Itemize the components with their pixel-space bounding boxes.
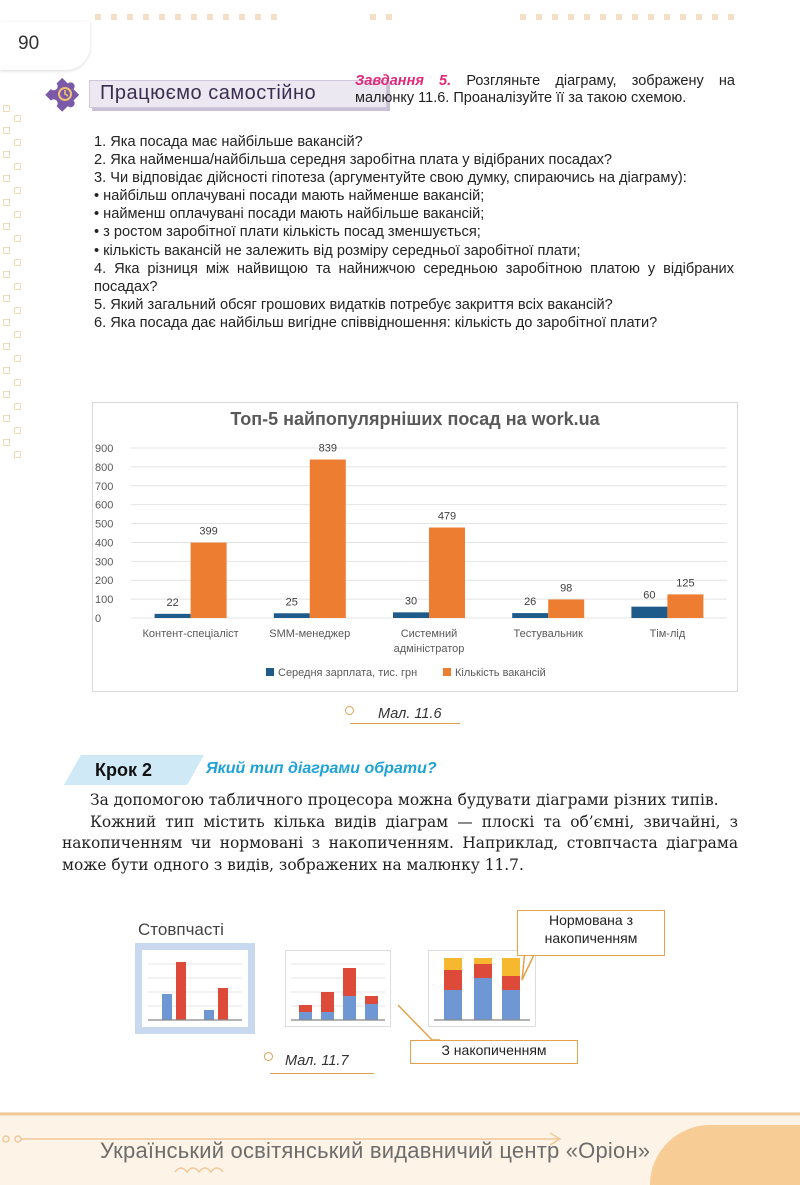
y-tick-label: 500	[95, 518, 114, 531]
badge-title: Працюємо самостійно	[100, 82, 317, 104]
question-list	[94, 133, 734, 332]
data-label: 399	[199, 525, 218, 538]
data-label: 839	[318, 442, 337, 455]
y-tick-label: 600	[95, 499, 114, 512]
caption-pin-icon	[345, 706, 354, 715]
chart-bar-vacancies	[191, 543, 227, 618]
caption-pin-icon	[264, 1052, 273, 1061]
question-item: • з ростом заробітної плати кількість посад зменшується;	[94, 224, 481, 241]
chart-bar-vacancies	[310, 460, 346, 618]
data-label: 26	[524, 596, 537, 609]
thumb-clustered-chart	[142, 950, 248, 1027]
x-tick-label: SMM-менеджер	[269, 628, 351, 640]
chart-bar-salary	[155, 614, 191, 618]
y-tick-label: 800	[95, 461, 114, 474]
chart-bar-salary	[631, 607, 667, 618]
page-number-tab	[0, 22, 90, 70]
question-item: • найменш оплачувані посади мають найбільше вакансій;	[94, 206, 485, 223]
data-label: 479	[437, 510, 457, 523]
x-tick-label: Системний	[400, 628, 458, 640]
top-dots-decoration	[95, 14, 277, 22]
chart-bar-vacancies	[667, 594, 703, 618]
legend-swatch-vacancies	[443, 668, 451, 676]
top-dots-decoration	[370, 14, 392, 22]
thumb-bar	[162, 994, 172, 1020]
top-dots-decoration	[520, 14, 734, 22]
thumb-stacked-chart	[285, 950, 391, 1027]
task-heading	[355, 73, 735, 107]
y-tick-label: 0	[95, 613, 102, 625]
task-text: Розгляньте діаграму, зображену на малюнку 11.6. Проаналізуйте її за такою схемою.	[355, 73, 735, 106]
y-tick-label: 900	[95, 443, 114, 455]
step-question: Який тип діаграми обрати?	[206, 760, 437, 777]
question-item: • кількість вакансій не залежить від розміру середньої заробітної плати;	[94, 242, 581, 259]
puzzle-clock-icon	[45, 72, 85, 112]
body-text	[62, 790, 738, 876]
question-item: 4. Яка різниця між найвищою та найнижчою середньою заробітною платою у відібраних посадах?	[94, 260, 734, 295]
question-item: 1. Яка посада має найбільше вакансій?	[94, 134, 363, 150]
left-grid-decoration	[0, 105, 30, 465]
y-tick-label: 700	[95, 480, 114, 493]
callout-normalized-text: Нормована з накопиченням	[544, 912, 638, 946]
figure-caption-11-7: Мал. 11.7	[285, 1053, 349, 1069]
chart-bar-vacancies	[429, 528, 465, 618]
y-tick-label: 100	[95, 594, 114, 607]
paragraph: Кожний тип містить кілька видів діаграм — плоскі та об’ємні, звичайні, з накопиченням чи нормовані з накопиченням. Наприклад, стовпчаста діаграма може бути одного з видів, зображених на малюнку 11.7.	[62, 812, 738, 874]
footer-publisher: Український освітянський видавничий центр «Оріон»	[100, 1138, 651, 1163]
page-number: 90	[18, 33, 40, 54]
question-item: 2. Яка найменша/найбільша середня заробітна плата у відібраних посадах?	[94, 152, 613, 169]
chart-title: Топ-5 найпопулярніших посад на work.ua	[230, 409, 600, 429]
chart-bar-salary	[512, 613, 548, 618]
callout-stacked-text: З накопиченням	[441, 1042, 547, 1058]
badge-box	[89, 80, 387, 108]
data-label: 98	[560, 582, 573, 595]
y-tick-label: 400	[95, 537, 114, 550]
question-item: 3. Чи відповідає дійсності гіпотеза (аргументуйте свою думку, спираючись на діаграму):	[94, 170, 687, 187]
task-label: Завдання 5.	[355, 73, 452, 89]
thumb-label-columns: Стовпчасті	[138, 920, 224, 939]
paragraph: За допомогою табличного процесора можна будувати діаграми різних типів.	[90, 791, 719, 809]
chart-bar-salary	[393, 612, 429, 618]
x-tick-label: Контент-спеціаліст	[142, 628, 239, 640]
bar-chart	[93, 403, 737, 691]
legend-swatch-salary	[266, 668, 274, 676]
thumb-bar	[176, 962, 186, 1020]
x-tick-label: адміністратор	[393, 643, 465, 655]
thumb-bar	[204, 1010, 214, 1020]
caption-underline	[270, 1073, 374, 1074]
question-item: 6. Яка посада дає найбільш вигідне співвідношення: кількість до заробітної плати?	[94, 314, 658, 331]
y-tick-label: 300	[95, 556, 114, 569]
callout-stacked	[410, 1040, 578, 1064]
chart-bar-vacancies	[548, 599, 584, 618]
thumb-bar	[218, 988, 228, 1020]
data-label: 30	[404, 595, 418, 608]
caption-underline	[350, 723, 460, 724]
data-label: 25	[285, 596, 298, 609]
step-label: Крок 2	[95, 760, 152, 780]
data-label: 60	[643, 589, 656, 602]
figure-caption-11-6: Мал. 11.6	[378, 706, 442, 722]
x-tick-label: Тестувальник	[513, 628, 583, 640]
chart-bar-salary	[274, 613, 310, 618]
legend-label: Кількість вакансій	[455, 667, 546, 679]
question-item: • найбільш оплачувані посади мають найменше вакансій;	[94, 188, 485, 205]
question-item: 5. Який загальний обсяг грошових видатків потребує закриття всіх вакансій?	[94, 296, 613, 313]
y-tick-label: 200	[95, 575, 114, 588]
callout-normalized	[517, 910, 665, 956]
legend-label: Середня зарплата, тис. грн	[278, 667, 418, 679]
data-label: 22	[166, 596, 179, 609]
data-label: 125	[676, 577, 695, 590]
x-tick-label: Тім-лід	[649, 628, 686, 640]
chart-frame	[92, 402, 738, 692]
